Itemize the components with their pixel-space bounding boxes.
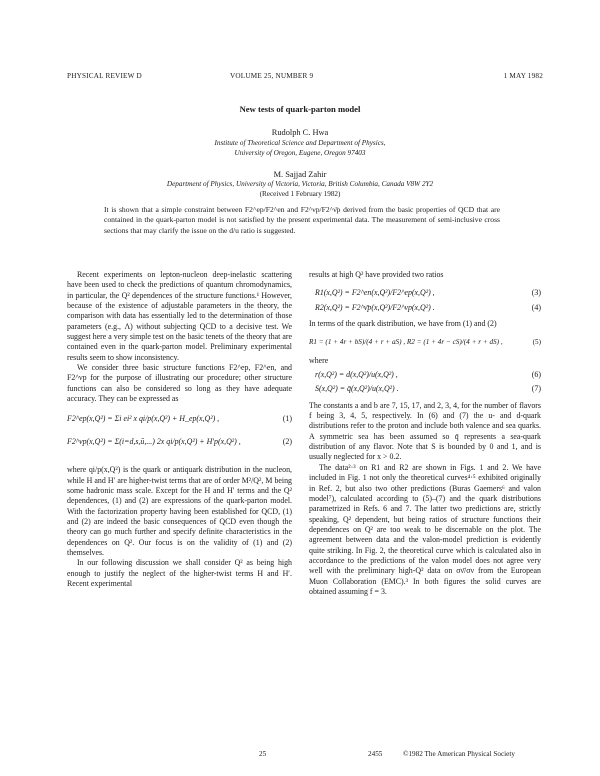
author-name: M. Sajjad Zahir xyxy=(273,170,327,179)
equation-6 xyxy=(315,370,541,380)
equation-5 xyxy=(309,337,541,347)
author-affiliation: Institute of Theoretical Science and Department of Physics, xyxy=(214,139,386,147)
equation-body: R2(x,Q²) = F2^ν̄p(x,Q²)/F2^νp(x,Q²) . xyxy=(315,302,435,312)
author-affiliation: University of Oregon, Eugene, Oregon 97403 xyxy=(234,149,366,157)
article-title: New tests of quark-parton model xyxy=(239,104,361,114)
page-volume: 25 xyxy=(259,750,267,758)
equation-body: R1(x,Q²) = F2^en(x,Q²)/F2^ep(x,Q²) , xyxy=(315,288,435,298)
right-column xyxy=(309,270,541,597)
equation-7 xyxy=(315,384,541,394)
author-affiliation: Department of Physics, University of Victoria, Victoria, British Columbia, Canada V8W 2Y2 xyxy=(166,180,434,188)
equation-body: R1 = (1 + 4r + bS)/(4 + r + aS) , R2 = (1 + 4r − cS)/(4 + r + dS) , xyxy=(309,338,503,347)
copyright: ©1982 The American Physical Society xyxy=(403,750,515,758)
equation-number: (1) xyxy=(282,414,292,424)
paragraph: where xyxy=(309,355,329,365)
paragraph: In our following discussion we shall consider Q² as being high enough to justify the neglect of the higher-twist terms H and H′. Recent experimental xyxy=(67,558,292,588)
equation-body: r(x,Q²) = d(x,Q²)/u(x,Q²) , xyxy=(315,370,398,380)
equation-body: S(x,Q²) = q̄(x,Q²)/u(x,Q²) . xyxy=(315,384,399,394)
equation-3 xyxy=(315,288,541,298)
paragraph: results at high Q² have provided two ratios xyxy=(309,270,444,279)
paragraph: Recent experiments on lepton-nucleon deep-inelastic scattering have been used to check the predictions of quantum chromodynamics, in particular, the Q² dependences of the structure functions.¹ However, because of the existence of adjustable parameters in the theory, the comparison with data has essentially led to the determination of those parameters (e.g., Λ) without subjecting QCD to a decisive test. We suggest here a very simple test on the basic tenets of the theory that are contained even in the quark-parton model. Preliminary experimental results seem to show inconsistency. xyxy=(67,270,292,362)
equation-2 xyxy=(67,437,292,447)
left-column xyxy=(67,270,292,589)
journal-name: PHYSICAL REVIEW D xyxy=(67,72,142,80)
volume-number: VOLUME 25, NUMBER 9 xyxy=(230,72,314,80)
equation-4 xyxy=(315,303,541,313)
page-number: 2455 xyxy=(368,750,383,758)
equation-number: (4) xyxy=(531,302,541,312)
equation-body: F2^νp(x,Q²) = Σ(i=d,s,ū,...) 2x qi/p(x,Q²) + H′p(x,Q²) , xyxy=(67,436,241,446)
equation-1 xyxy=(67,414,292,424)
paragraph: where qi/p(x,Q²) is the quark or antiquark distribution in the nucleon, while H and H′ are higher-twist terms that are of order M²/Q², M being some hadronic mass scale. Except for the H and H′ terms and the Q² dependences, (1) and (2) are expressions of the quark-parton model. With the factorization property having been established for QCD, (1) and (2) are indeed the basic consequences of QCD even though the theory can go much further and specify definite characteristics in the dependences on Q². Our focus is on the validity of (1) and (2) themselves. xyxy=(67,465,292,557)
paragraph: In terms of the quark distribution, we have from (1) and (2) xyxy=(309,319,497,329)
equation-number: (5) xyxy=(532,338,541,347)
paragraph: The data²·³ on R1 and R2 are shown in Figs. 1 and 2. We have included in Fig. 1 not only the theoretical curves⁴·⁵ exhibited originally in Ref. 2, but also two other predictions (Buras Gaemers⁶ and valon model⁷), calculated according to (5)–(7) and the quark distributions parametrized in Refs. 6 and 7. The latter two predictions are, strictly speaking, Q² dependent, but being ratios of structure functions their dependences on Q² are too weak to be discernable on the plot. The agreement between data and the valon-model prediction is evidently quite striking. In Fig. 2, the theoretical curve which is calculated also in accordance to the predictions of the valon model does not agree very well with the preliminary high-Q² data on σν̄/σν from the European Muon Collaboration (EMC).³ In both figures the solid curves are obtained assuming f = 3. xyxy=(309,462,541,596)
abstract: It is shown that a simple constraint between F2^ep/F2^en and F2^νp/F2^ν̄p derived from the basic properties of QCD that are contained in the quark-parton model is not satisfied by the present experimental data. The measurement of semi-inclusive cross sections that may clarify the issue on the d/u ratio is suggested. xyxy=(104,205,500,235)
equation-body: F2^ep(x,Q²) = Σi ei² x qi/p(x,Q²) + H_ep(x,Q²) , xyxy=(67,414,220,424)
equation-number: (7) xyxy=(531,384,541,394)
issue-date: 1 MAY 1982 xyxy=(503,72,543,80)
author-name: Rudolph C. Hwa xyxy=(271,128,329,137)
equation-number: (3) xyxy=(531,288,541,298)
paragraph: We consider three basic structure functions F2^ep, F2^en, and F2^νp for the purpose of illustrating our procedure; other structure functions can also be considered so long as they have adequate accuracy. They can be expressed as xyxy=(67,363,292,404)
received-date: (Received 1 February 1982) xyxy=(259,190,341,198)
paragraph: The constants a and b are 7, 15, 17, and 2, 3, 4, for the number of flavors f being 3, 4, 5, respectively. In (6) and (7) the u- and d-quark distributions refer to the proton and include both valence and sea quarks. A symmetric sea has been assumed so q̄ represents a sea-quark distribution of any flavor. Note that S is bounded by 0 and 1, and is usually neglected for x > 0.2. xyxy=(309,400,541,462)
equation-number: (2) xyxy=(282,436,292,446)
equation-number: (6) xyxy=(531,370,541,380)
